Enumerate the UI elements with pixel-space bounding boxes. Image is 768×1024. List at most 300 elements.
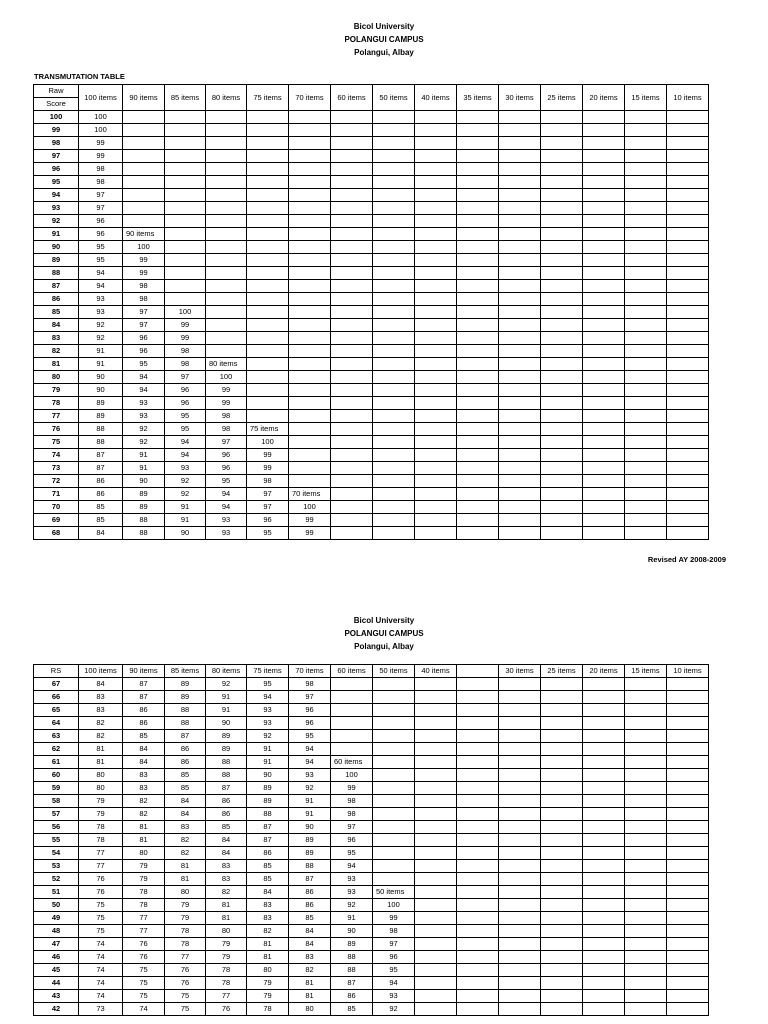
empty-cell [499, 137, 541, 150]
empty-cell [583, 514, 625, 527]
empty-cell [541, 410, 583, 423]
empty-cell [499, 293, 541, 306]
empty-cell [289, 215, 331, 228]
grade-cell: 84 [165, 795, 206, 808]
grade-cell: 84 [123, 743, 165, 756]
grade-cell: 76 [123, 938, 165, 951]
grade-cell: 99 [247, 462, 289, 475]
empty-cell [583, 717, 625, 730]
table-row [34, 873, 709, 886]
empty-cell [583, 384, 625, 397]
grade-cell: 99 [289, 527, 331, 540]
grade-cell: 82 [247, 925, 289, 938]
grade-cell: 95 [373, 964, 415, 977]
grade-cell: 93 [123, 410, 165, 423]
table-row [34, 795, 709, 808]
empty-cell [206, 228, 247, 241]
empty-cell [247, 163, 289, 176]
grade-cell: 95 [247, 678, 289, 691]
empty-cell [373, 834, 415, 847]
empty-cell [499, 189, 541, 202]
table-row [34, 267, 709, 280]
empty-cell [373, 111, 415, 124]
grade-cell: 77 [79, 860, 123, 873]
empty-cell [415, 886, 457, 899]
empty-cell [499, 704, 541, 717]
empty-cell [541, 977, 583, 990]
empty-cell [541, 228, 583, 241]
empty-cell [499, 436, 541, 449]
empty-cell [373, 254, 415, 267]
empty-cell [499, 319, 541, 332]
column-header: 25 items [541, 665, 583, 678]
empty-cell [247, 254, 289, 267]
table-row [34, 306, 709, 319]
grade-cell: 84 [79, 527, 123, 540]
empty-cell [457, 475, 499, 488]
table-row [34, 501, 709, 514]
grade-cell: 89 [123, 488, 165, 501]
empty-cell [625, 847, 667, 860]
grade-cell: 83 [165, 821, 206, 834]
empty-cell [165, 267, 206, 280]
empty-cell [499, 990, 541, 1003]
grade-cell: 80 [247, 964, 289, 977]
grade-cell: 77 [206, 990, 247, 1003]
empty-cell [373, 808, 415, 821]
grade-cell: 100 [331, 769, 373, 782]
table-row [34, 124, 709, 137]
empty-cell [667, 488, 709, 501]
grade-cell: 94 [123, 371, 165, 384]
empty-cell [667, 345, 709, 358]
grade-cell: 81 [247, 951, 289, 964]
grade-cell: 78 [165, 925, 206, 938]
empty-cell [625, 254, 667, 267]
grade-cell: 97 [206, 436, 247, 449]
grade-cell: 90 [247, 769, 289, 782]
grade-cell: 84 [206, 847, 247, 860]
empty-cell [331, 397, 373, 410]
grade-cell: 82 [79, 730, 123, 743]
grade-cell: 88 [79, 423, 123, 436]
empty-cell [415, 808, 457, 821]
empty-cell [667, 743, 709, 756]
empty-cell [499, 449, 541, 462]
empty-cell [247, 384, 289, 397]
table-row [34, 358, 709, 371]
empty-cell [289, 371, 331, 384]
empty-cell [373, 280, 415, 293]
table-row [34, 462, 709, 475]
grade-cell: 88 [331, 964, 373, 977]
empty-cell [625, 280, 667, 293]
column-header: 10 items [667, 85, 709, 111]
empty-cell [667, 514, 709, 527]
column-header: 30 items [499, 665, 541, 678]
raw-score-cell: 47 [34, 938, 79, 951]
empty-cell [583, 397, 625, 410]
empty-cell [415, 717, 457, 730]
empty-cell [667, 319, 709, 332]
grade-cell: 86 [289, 899, 331, 912]
empty-cell [415, 241, 457, 254]
empty-cell [373, 756, 415, 769]
grade-cell: 97 [373, 938, 415, 951]
empty-cell [289, 202, 331, 215]
grade-cell: 91 [123, 449, 165, 462]
empty-cell [625, 358, 667, 371]
grade-cell: 81 [79, 743, 123, 756]
grade-cell: 83 [206, 860, 247, 873]
raw-score-cell: 85 [34, 306, 79, 319]
grade-cell: 93 [206, 514, 247, 527]
empty-cell [625, 293, 667, 306]
empty-cell [625, 873, 667, 886]
empty-cell [457, 215, 499, 228]
empty-cell [373, 293, 415, 306]
grade-cell: 99 [79, 150, 123, 163]
empty-cell [457, 449, 499, 462]
raw-score-cell: 54 [34, 847, 79, 860]
empty-cell [415, 137, 457, 150]
raw-score-cell: 100 [34, 111, 79, 124]
empty-cell [457, 293, 499, 306]
empty-cell [667, 886, 709, 899]
empty-cell [415, 111, 457, 124]
column-header [457, 665, 499, 678]
empty-cell [373, 215, 415, 228]
empty-cell [457, 834, 499, 847]
grade-cell: 92 [373, 1003, 415, 1016]
empty-cell [499, 730, 541, 743]
empty-cell [625, 730, 667, 743]
empty-cell [331, 704, 373, 717]
table-row [34, 886, 709, 899]
raw-score-cell: 95 [34, 176, 79, 189]
empty-cell [583, 202, 625, 215]
empty-cell [625, 124, 667, 137]
table-row [34, 215, 709, 228]
empty-cell [625, 345, 667, 358]
empty-cell [415, 306, 457, 319]
empty-cell [625, 769, 667, 782]
empty-cell [541, 124, 583, 137]
grade-cell: 94 [247, 691, 289, 704]
empty-cell [247, 137, 289, 150]
empty-cell [331, 280, 373, 293]
empty-cell [457, 319, 499, 332]
grade-cell: 96 [79, 215, 123, 228]
table-row [34, 821, 709, 834]
empty-cell [331, 241, 373, 254]
empty-cell [541, 912, 583, 925]
empty-cell [499, 860, 541, 873]
empty-cell [541, 137, 583, 150]
empty-cell [667, 821, 709, 834]
empty-cell [247, 176, 289, 189]
empty-cell [206, 124, 247, 137]
empty-cell [499, 886, 541, 899]
empty-cell [667, 938, 709, 951]
grade-cell: 94 [79, 267, 123, 280]
empty-cell [373, 241, 415, 254]
grade-cell: 90 [79, 371, 123, 384]
empty-cell [415, 769, 457, 782]
empty-cell [625, 743, 667, 756]
empty-cell [499, 821, 541, 834]
raw-score-cell: 58 [34, 795, 79, 808]
empty-cell [499, 163, 541, 176]
column-header: 75 items [247, 85, 289, 111]
grade-cell: 79 [123, 860, 165, 873]
empty-cell [625, 384, 667, 397]
grade-cell: 83 [79, 704, 123, 717]
grade-cell: 85 [331, 1003, 373, 1016]
raw-score-cell: 86 [34, 293, 79, 306]
empty-cell [583, 808, 625, 821]
empty-cell [541, 925, 583, 938]
table-row [34, 111, 709, 124]
column-header: 100 items [79, 85, 123, 111]
empty-cell [583, 899, 625, 912]
empty-cell [415, 964, 457, 977]
grade-cell: 91 [79, 345, 123, 358]
raw-score-cell: 61 [34, 756, 79, 769]
grade-cell: 91 [165, 501, 206, 514]
grade-cell: 77 [79, 847, 123, 860]
raw-score-cell: 90 [34, 241, 79, 254]
column-header: 70 items [289, 665, 331, 678]
empty-cell [499, 176, 541, 189]
grade-cell: 78 [79, 821, 123, 834]
empty-cell [415, 397, 457, 410]
table-row [34, 691, 709, 704]
empty-cell [625, 899, 667, 912]
grade-cell: 89 [165, 691, 206, 704]
empty-cell [373, 514, 415, 527]
empty-cell [373, 717, 415, 730]
grade-cell: 81 [247, 938, 289, 951]
empty-cell [206, 202, 247, 215]
empty-cell [373, 397, 415, 410]
table-header-row [34, 85, 709, 98]
empty-cell [457, 938, 499, 951]
table-row [34, 475, 709, 488]
empty-cell [373, 189, 415, 202]
grade-cell: 97 [331, 821, 373, 834]
empty-cell [625, 990, 667, 1003]
grade-cell: 93 [247, 717, 289, 730]
grade-cell: 83 [79, 691, 123, 704]
empty-cell [583, 964, 625, 977]
empty-cell [373, 475, 415, 488]
empty-cell [667, 951, 709, 964]
grade-cell: 75 [79, 912, 123, 925]
empty-cell [625, 977, 667, 990]
grade-cell: 98 [123, 293, 165, 306]
grade-cell: 79 [247, 990, 289, 1003]
empty-cell [289, 280, 331, 293]
grade-cell: 81 [206, 899, 247, 912]
raw-score-cell: 99 [34, 124, 79, 137]
table-row [34, 964, 709, 977]
raw-score-cell: 45 [34, 964, 79, 977]
empty-cell [415, 202, 457, 215]
grade-cell: 85 [247, 873, 289, 886]
table-row [34, 319, 709, 332]
raw-score-cell: 79 [34, 384, 79, 397]
empty-cell [289, 137, 331, 150]
empty-cell [499, 678, 541, 691]
raw-score-cell: 72 [34, 475, 79, 488]
empty-cell [373, 137, 415, 150]
column-header: 80 items [206, 665, 247, 678]
empty-cell [541, 886, 583, 899]
empty-cell [457, 267, 499, 280]
grade-cell: 84 [123, 756, 165, 769]
empty-cell [541, 990, 583, 1003]
empty-cell [415, 449, 457, 462]
grade-cell: 89 [165, 678, 206, 691]
grade-cell: 82 [79, 717, 123, 730]
empty-cell [331, 202, 373, 215]
table-row [34, 163, 709, 176]
raw-score-cell: 46 [34, 951, 79, 964]
grade-cell: 75 [123, 977, 165, 990]
empty-cell [457, 241, 499, 254]
empty-cell [625, 886, 667, 899]
empty-cell [289, 462, 331, 475]
grade-cell: 78 [247, 1003, 289, 1016]
empty-cell [583, 306, 625, 319]
empty-cell [373, 423, 415, 436]
empty-cell [415, 691, 457, 704]
grade-cell: 100 [206, 371, 247, 384]
empty-cell [331, 730, 373, 743]
empty-cell [415, 345, 457, 358]
empty-cell [415, 150, 457, 163]
grade-cell: 84 [165, 808, 206, 821]
empty-cell [667, 527, 709, 540]
empty-cell [331, 449, 373, 462]
empty-cell [457, 514, 499, 527]
empty-cell [331, 462, 373, 475]
empty-cell [499, 124, 541, 137]
grade-cell: 92 [165, 488, 206, 501]
empty-cell [541, 436, 583, 449]
column-header: 15 items [625, 665, 667, 678]
empty-cell [625, 514, 667, 527]
grade-cell: 92 [123, 423, 165, 436]
table-caption: TRANSMUTATION TABLE [34, 72, 125, 81]
campus-name: POLANGUI CAMPUS [344, 629, 424, 638]
empty-cell [123, 215, 165, 228]
empty-cell [625, 951, 667, 964]
grade-cell: 96 [206, 449, 247, 462]
grade-cell: 98 [123, 280, 165, 293]
empty-cell [583, 704, 625, 717]
empty-cell [373, 345, 415, 358]
empty-cell [583, 345, 625, 358]
empty-cell [415, 163, 457, 176]
empty-cell [625, 267, 667, 280]
empty-cell [457, 717, 499, 730]
empty-cell [541, 834, 583, 847]
grade-cell: 88 [79, 436, 123, 449]
empty-cell [331, 150, 373, 163]
empty-cell [541, 717, 583, 730]
grade-cell: 85 [289, 912, 331, 925]
grade-cell: 93 [79, 306, 123, 319]
empty-cell [667, 267, 709, 280]
table-row [34, 254, 709, 267]
empty-cell [541, 189, 583, 202]
grade-cell: 78 [206, 977, 247, 990]
empty-cell [667, 163, 709, 176]
empty-cell [625, 462, 667, 475]
empty-cell [415, 912, 457, 925]
grade-cell: 96 [247, 514, 289, 527]
grade-cell: 99 [165, 319, 206, 332]
empty-cell [541, 1003, 583, 1016]
grade-cell: 75 items [247, 423, 289, 436]
empty-cell [499, 423, 541, 436]
grade-cell: 99 [206, 397, 247, 410]
column-header: 60 items [331, 85, 373, 111]
table-row [34, 834, 709, 847]
grade-cell: 91 [289, 808, 331, 821]
empty-cell [541, 345, 583, 358]
empty-cell [499, 358, 541, 371]
empty-cell [541, 241, 583, 254]
empty-cell [667, 964, 709, 977]
empty-cell [667, 501, 709, 514]
empty-cell [499, 488, 541, 501]
empty-cell [289, 384, 331, 397]
empty-cell [499, 951, 541, 964]
table-row [34, 423, 709, 436]
empty-cell [289, 241, 331, 254]
grade-cell: 84 [79, 678, 123, 691]
empty-cell [625, 319, 667, 332]
column-header: 100 items [79, 665, 123, 678]
empty-cell [289, 345, 331, 358]
grade-cell: 97 [79, 189, 123, 202]
grade-cell: 88 [165, 717, 206, 730]
grade-cell: 90 [165, 527, 206, 540]
raw-score-cell: 92 [34, 215, 79, 228]
empty-cell [667, 358, 709, 371]
grade-cell: 96 [79, 228, 123, 241]
empty-cell [541, 743, 583, 756]
empty-cell [625, 397, 667, 410]
university-name: Bicol University [353, 22, 415, 31]
grade-cell: 91 [247, 743, 289, 756]
grade-cell: 75 [79, 899, 123, 912]
empty-cell [667, 410, 709, 423]
empty-cell [625, 111, 667, 124]
empty-cell [289, 410, 331, 423]
empty-cell [123, 150, 165, 163]
empty-cell [415, 860, 457, 873]
empty-cell [457, 332, 499, 345]
grade-cell: 81 [289, 990, 331, 1003]
column-header: 85 items [165, 85, 206, 111]
empty-cell [289, 475, 331, 488]
empty-cell [667, 691, 709, 704]
empty-cell [415, 423, 457, 436]
